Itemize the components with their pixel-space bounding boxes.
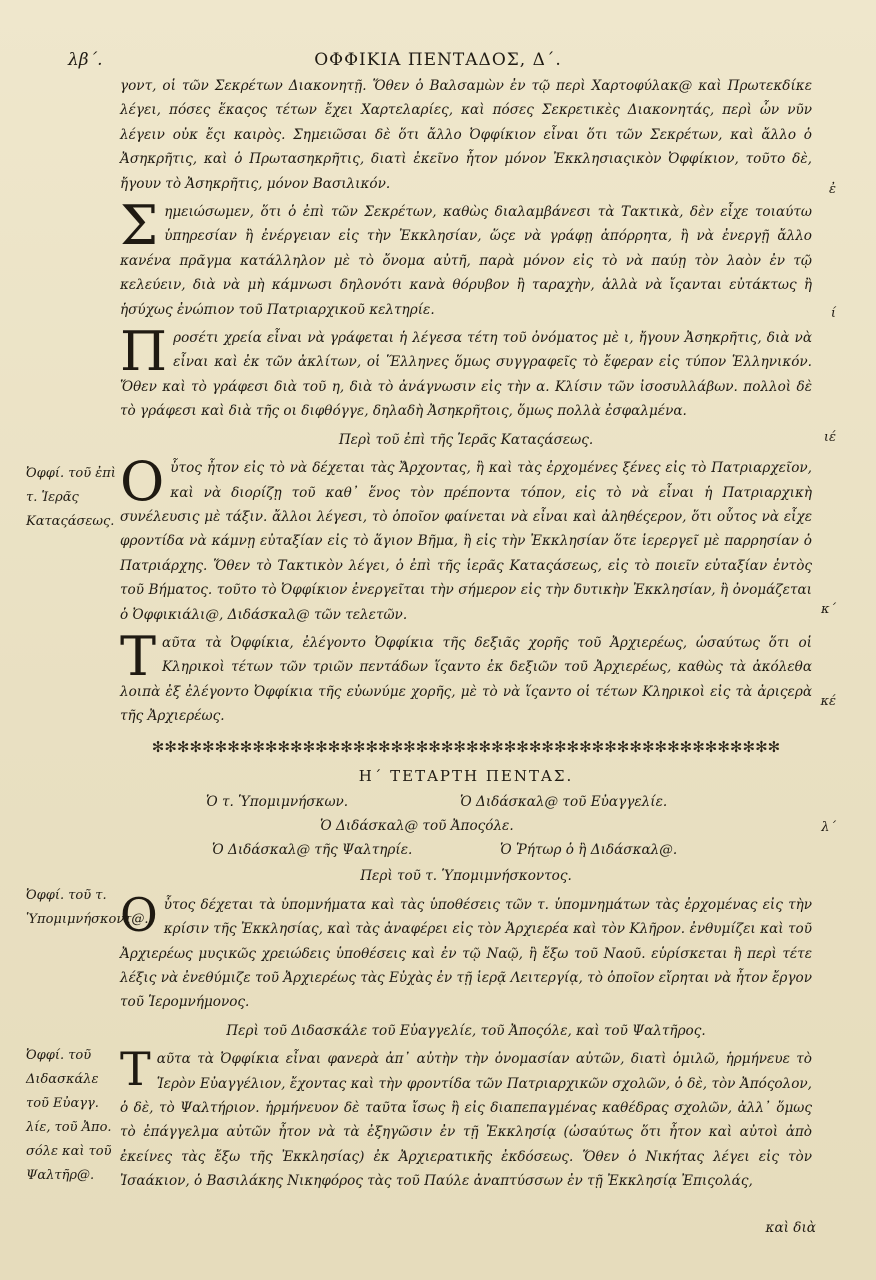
office-item: Ὁ Ῥήτωρ ὁ ἢ Διδάσκαλ@. — [500, 842, 678, 859]
drop-cap: Τ — [120, 624, 157, 688]
office-list-line-2 — [120, 814, 812, 838]
margin-numeral: λ΄ — [821, 820, 836, 835]
office-item: Ὁ Διδάσκαλ@ τοῦ Εὐαγγελίε. — [460, 794, 668, 811]
office-list-line-1 — [120, 790, 812, 814]
paragraph-1: γοντ, οἱ τῶν Σεκρέτων Διακονητῇ. Ὅθεν ὁ Βαλσαμὼν ἐν τῷ περὶ Χαρτοφύλακ@ καὶ Πρωτεκδίκε λέγει, πόσες ἕκαςος τέτων ἔχει Χαρτελαρίες, καὶ πόσες Σεκρετικὲς Διακονητάς, περὶ ὧν νῦν λέγειν οὐκ ἔςι καιρὸς. Σημειῶσαι δὲ ὅτι ἄλλο Ὀφφίκιον εἶναι ὅτι τῶν Σεκρέτων, καὶ ἄλλο ὁ Ἀσηκρῆτις, καὶ ὁ Πρωτασηκρῆτις, διατὶ ἐκεῖνο ἦτον μόνον Ἐκκλησιαςικὸν Ὀφφίκιον, τοῦτο δὲ, ἤγουν τὸ Ἀσηκρῆτις, μόνον Βασιλικόν. — [120, 78, 812, 192]
paragraph-5 — [120, 624, 812, 729]
paragraph-4 — [120, 450, 812, 627]
margin-numeral: ιέ — [823, 430, 836, 445]
office-item: Ὁ Διδάσκαλ@ τῆς Ψαλτηρίε. — [212, 842, 413, 859]
margin-numeral: ί — [830, 306, 836, 321]
drop-cap: Ο — [120, 887, 158, 942]
paragraph-7 — [120, 1042, 812, 1193]
paragraph-3 — [120, 320, 812, 424]
office-item: Ὁ Διδάσκαλ@ τοῦ Ἀποςόλε. — [320, 818, 514, 835]
section-heading: Περὶ τοῦ ἐπὶ τῆς Ἱερᾶς Καταςάσεως. — [338, 431, 594, 448]
section-heading: Περὶ τοῦ Διδασκάλε τοῦ Εὐαγγελίε, τοῦ Ἀποςόλε, καὶ τοῦ Ψαλτῆρος. — [226, 1022, 706, 1039]
drop-cap: Σ — [120, 194, 159, 258]
drop-cap: Ο — [120, 450, 165, 514]
paragraph-6-text: ὗτος δέχεται τὰ ὑπομνήματα καὶ τὰς ὑποθέσεις τῶν τ. ὑπομνημάτων τὰς ἐρχομένας εἰς τὴν κρίσιν τῆς Ἐκκλησίας, καὶ τὰς ἀναφέρει εἰς τὸν Ἀρχιερέα καὶ τὸν Κλῆρον. ἐνθυμίζει καὶ τοῦ Ἀρχιερέως μυςικῶς χρειώδεις ὑποθέσεις καὶ ἐν τῷ Ναῷ, ἢ ἔξω τοῦ Ναοῦ. εὑρίσκεται ἢ περὶ τέτε λέξις νὰ ἐνεθύμιζε τοῦ Ἀρχιερέως τὰς Εὐχὰς ἐν τῇ ἱερᾷ Λειτεργίᾳ, τὸ ὁποῖον εἴρηται νὰ ἦτον ἔργον τοῦ Ἱερομνήμονος. — [120, 896, 812, 1011]
text-column-lower — [120, 764, 812, 1198]
margin-note: Ὀφφί. τοῦ ἐπὶ τ. Ἱερᾶς Καταςάσεως. — [26, 466, 116, 529]
drop-cap: Τ — [120, 1042, 151, 1097]
office-list-line-3 — [120, 838, 812, 862]
page-number: λβ΄. — [68, 50, 103, 70]
paragraph-3-text: ροσέτι χρεία εἶναι νὰ γράφεται ἡ λέγεσα τέτη τοῦ ὀνόματος μὲ ι, ἤγουν Ἀσηκρῆτις, διὰ νὰ εἶναι καὶ ἐκ τῶν ἀκλίτων, οἱ Ἕλληνες ὅμως συγγραφεῖς τὸ ἔφεραν εἰς τύπον Ἑλληνικόν. Ὅθεν καὶ τὸ γράφεσι διὰ τοῦ η, διὰ τὸ ἀνάγνωσιν εἰς τὴν α. Κλίσιν τῶν ἰσοσυλλάβων. πολλοὶ δὲ τὸ γράφεσι καὶ διὰ τῆς οι διφθόγγε, δηλαδὴ Ἀσηκρῆτοις, ὅμως πολλὰ ἐσφαλμένα. — [120, 330, 812, 420]
margin-numeral: ἐ — [829, 182, 836, 197]
paragraph-6 — [120, 887, 812, 1015]
catchword: καὶ διὰ — [765, 1220, 816, 1236]
margin-note: Ὀφφί. τοῦ τ. Ὑπομιμνήσκοντ@. — [26, 888, 149, 927]
paragraph-2 — [120, 194, 812, 322]
paragraph-2-text: ημειώσωμεν, ὅτι ὁ ἐπὶ τῶν Σεκρέτων, καθὼς διαλαμβάνεσι τὰ Τακτικὰ, δὲν εἶχε τοιαύτω ὑπηρεσίαν ἢ ἐνέργειαν εἰς τὴν Ἐκκλησίαν, ὥςε νὰ γράφῃ ἀπόρρητα, ἢ νὰ ἐνεργῇ ἄλλο κανένα πρᾶγμα κατάλληλον μὲ τὸ ὄνομα αὐτῆ, παρὰ μόνον εἰς τὸ νὰ παύῃ τὸν λαὸν ἐν τῷ κελεύειν, διὰ νὰ μὴ κάμνωσι δηλονότι κανὰ θόρυβον ἢ ταραχὴν, ἀλλὰ νὰ ἴςανται εὐτάκτως ἢ ἡσύχως ἐνώπιον τοῦ Πατριαρχικοῦ κελτηρίε. — [120, 204, 812, 318]
office-item: Ὁ τ. Ὑπομιμνήσκων. — [206, 794, 349, 811]
text-column-upper — [120, 74, 812, 733]
running-head: ΟΦΦΙΚΙΑ ΠΕΝΤΑΔΟΣ, Δ΄. — [314, 50, 562, 70]
margin-note: Ὀφφί. τοῦ Διδασκάλε τοῦ Εὐαγγ. λίε, τοῦ Ἀπο. σόλε καὶ τοῦ Ψαλτῆρ@. — [26, 1048, 112, 1183]
ornament-band: ✻✻✻✻✻✻✻✻✻✻✻✻✻✻✻✻✻✻✻✻✻✻✻✻✻✻✻✻✻✻✻✻✻✻✻✻✻✻✻✻✻✻✻✻✻✻✻✻✻✻ — [151, 738, 781, 756]
paragraph-7-text: αῦτα τὰ Ὀφφίκια εἶναι φανερὰ ἀπ᾽ αὐτὴν τὴν ὀνομασίαν αὐτῶν, διατὶ ὁμιλῶ, ἡρμήνευε τὸ Ἱερὸν Εὐαγγέλιον, ἔχοντας καὶ τὴν φροντίδα τῶν Πατριαρχικῶν σχολῶν, ὁ δὲ, τὸν Ἀπόςολον, ὁ δὲ, τὸ Ψαλτήριον. ἡρμήνευον δὲ ταῦτα ἴσως ἢ εἰς διαπεπαγμένας καθέδρας σχολῶν, ἀλλ᾽ ὅμως τὸ ἐπάγγελμα αὐτῶν ἦτον νὰ τὰ ἐξηγῶσιν ἐν τῇ Ἐκκλησίᾳ (ὡσαύτως ὅτι ἦτον καὶ αὐτοὶ ἀπὸ ἐκείνες τὰς ἔξω τῆς Ἐκκλησίας) ἐκ Ἀρχιερατικῆς ἐκδόσεως. Ὅθεν ὁ Νικήτας λέγει εἰς τὸν Ἰσαάκιον, ὁ Βασιλάκης Νικηφόρος τὰς τοῦ Παύλε ἀναπτύσσων ἐν τῇ Ἐκκλησίᾳ Ἐπιςολάς, — [120, 1051, 812, 1190]
drop-cap: Π — [120, 320, 168, 384]
paragraph-5-text: αῦτα τὰ Ὀφφίκια, ἐλέγοντο Ὀφφίκια τῆς δεξιᾶς χορῆς τοῦ Ἀρχιερέως, ὡσαύτως ὅτι οἱ Κληρικοὶ τέτων τῶν τριῶν πεντάδων ἵςαντο ἐκ δεξιῶν τοῦ Ἀρχιερέως, καθὼς τὰ ἀκόλεθα λοιπὰ ἐξ ἐλέγοντο Ὀφφίκια τῆς εὐωνύμε χορῆς, μὲ τὸ νὰ ἵςαντο οἱ τέτων Κληρικοὶ εἰς τὰ ἀριςερὰ τῆς Ἀρχιερέως. — [120, 634, 812, 725]
section-heading: Περὶ τοῦ τ. Ὑπομιμνήσκοντος. — [360, 868, 572, 885]
margin-numeral: κέ — [820, 694, 836, 709]
section-title: Η΄ ΤΕΤΑΡΤΗ ΠΕΝΤΑΣ. — [358, 767, 574, 785]
margin-numeral: κ΄ — [820, 602, 836, 617]
paragraph-4-text: ὗτος ἦτον εἰς τὸ νὰ δέχεται τὰς Ἄρχοντας, ἢ καὶ τὰς ἐρχομένες ξένες εἰς τὸ Πατριαρχεῖον, καὶ νὰ διορίζῃ τοῦ καθ᾽ ἕνος τὸν πρέποντα τόπον, εἰς τὸ νὰ εἶναι ἡ Πατριαρχικὴ συνέλευσις μὲ τάξιν. ἄλλοι λέγεσι, τὸ ὁποῖον φαίνεται νὰ εἶναι καὶ ἀληθέςερον, ὅτι οὗτος νὰ εἶχε φροντίδα νὰ κάμνῃ εὐταξίαν εἰς τὸ ἅγιον Βῆμα, ἢ εἰς τὴν Ἐκκλησίαν ὅτε ἱερεργεῖ μὲ παρρησίαν ὁ Πατριάρχης. Ὅθεν τὸ Τακτικὸν λέγει, ὁ ἐπὶ τῆς ἱερᾶς Καταςάσεως, εἰς τὸ ποιεῖν εὐταξίαν ἐντὸς τοῦ Βήματος. τοῦτο τὸ Ὀφφίκιον ἐνεργεῖται τὴν σήμερον εἰς τὴν δυτικὴν Ἐκκλησίαν, ἢ ὀνομάζεται ὁ Ὀφφικιάλι@, Διδάσκαλ@ τῶν τελετῶν. — [120, 460, 812, 623]
